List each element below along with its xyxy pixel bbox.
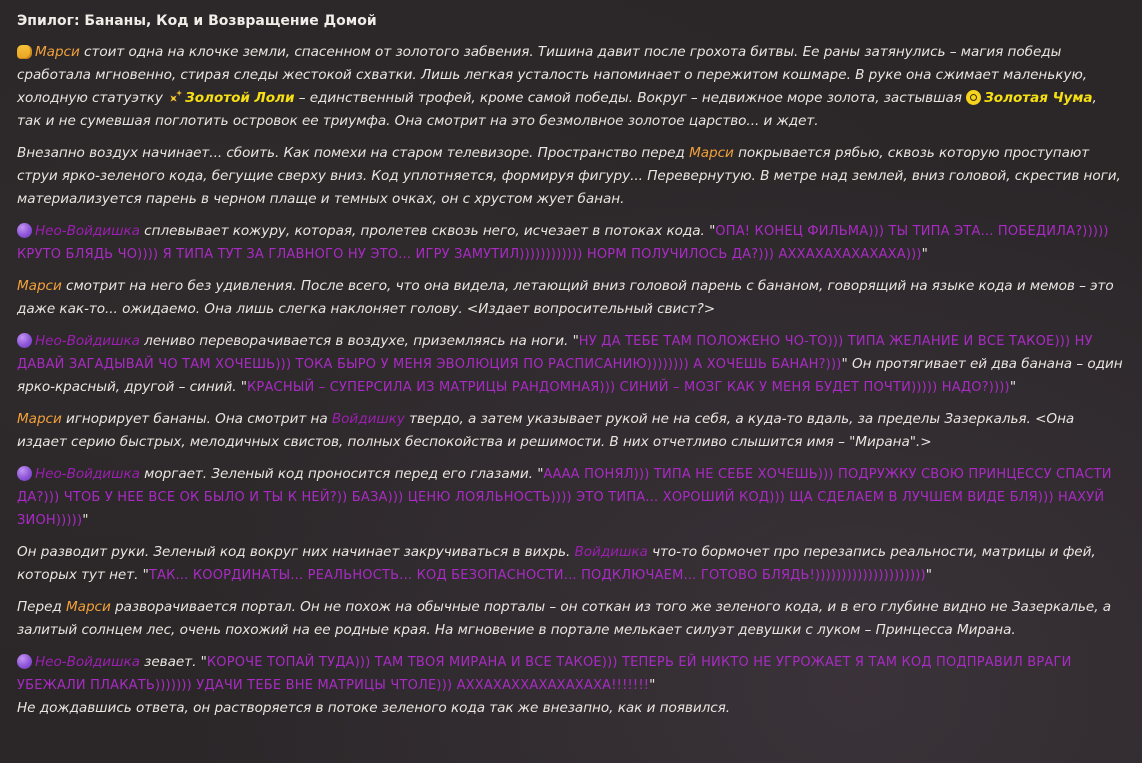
character-name-marsi: Марси — [66, 599, 111, 615]
character-name-marsi: Марси — [17, 411, 62, 427]
paragraph-2 — [17, 142, 1123, 211]
narration-text: Он разводит руки. Зеленый код вокруг них начинает закручиваться в вихрь. — [17, 544, 575, 560]
fist-icon — [17, 45, 32, 59]
dialogue-text: АААА ПОНЯЛ))) ТИПА НЕ СЕБЕ ХОЧЕШЬ))) ПОДРУЖКУ СВОЮ ПРИНЦЕССУ СПАСТИ ДА?))) ЧТОБ У НЕЕ ВСЕ ОК БЫЛО И ТЫ К НЕЙ?)) БАЗА))) ЦЕНЮ ЛОЯЛЬНОСТЬ)))) ЭТО ТИПА... ХОРОШИЙ КОД))) ЩА СДЕЛАЕМ В ЛУЧШЕМ ВИДЕ БЛЯ))) НАХУЙ ЗИОН))))) — [17, 467, 1112, 528]
narration-text: – единственный трофей, кроме самой победы. Вокруг – недвижное море золота, застывшая — [294, 90, 967, 106]
narration-text: стоит одна на клочке земли, спасенном от золотого забвения. Тишина давит после грохота битвы. Ее раны затянулись – магия победы сработала мгновенно, стирая следы жестокой схватки. Лишь легкая усталость напоминает о пережитом кошмаре. В руке она сжимает маленькую, холодную статуэтку — [17, 44, 1088, 106]
paragraph-11 — [17, 697, 1123, 720]
dialogue-text: КРАСНЫЙ – СУПЕРСИЛА ИЗ МАТРИЦЫ РАНДОМНАЯ))) СИНИЙ – МОЗГ КАК У МЕНЯ БУДЕТ ПОЧТИ))))) НАДО?)))) — [247, 380, 1010, 395]
paragraph-10 — [17, 651, 1123, 697]
quote-mark: " — [925, 567, 932, 583]
dialogue-text: НУ ДА ТЕБЕ ТАМ ПОЛОЖЕНО ЧО-ТО))) ТИПА ЖЕЛАНИЕ И ВСЕ ТАКОЕ))) НУ ДАВАЙ ЗАГАДЫВАЙ ЧО ТАМ ХОЧЕШЬ))) ТОКА БЫРО У МЕНЯ ЭВОЛЮЦИЯ ПО РАСПИСАНИЮ)))))))) А ХОЧЕШЬ БАНАН?))) — [17, 334, 1093, 372]
purple-circle-icon — [17, 466, 32, 481]
character-name-marsi: Марси — [17, 278, 62, 294]
paragraph-4 — [17, 275, 1123, 321]
narration-text: смотрит на него без удивления. После всего, что она видела, летающий вниз головой парень с бананом, говорящий на языке кода и мемов – это даже как-то... ожидаемо. Она лишь слегка наклоняет голову. <Издает вопросительный свист?> — [17, 278, 1114, 317]
quote-mark: " — [841, 356, 848, 372]
narration-text: моргает. Зеленый код проносится перед его глазами. — [139, 466, 538, 482]
purple-circle-icon — [17, 223, 32, 238]
paragraph-1 — [17, 41, 1123, 133]
narration-text: что-то бормочет про перезапись реальности, матрицы и фей, которых тут нет. — [17, 544, 1096, 583]
quote-mark: " — [537, 466, 544, 482]
quote-mark: " — [240, 379, 247, 395]
entity-name-golden-plague: Золотая Чума — [984, 90, 1093, 106]
character-name-voidishka: Войдишка — [574, 544, 648, 560]
character-name-marsi: Марси — [35, 44, 80, 60]
paragraph-3 — [17, 220, 1123, 266]
character-name-neo: Нео-Войдишка — [35, 223, 140, 239]
paragraph-7 — [17, 463, 1123, 532]
narration-text: разворачивается портал. Он не похож на обычные порталы – он соткан из того же зеленого кода, и в его глубине видно не Зазеркалье, а залитый солнцем лес, очень похожий на ее родные края. На мгновение в портале мелькает силуэт девушки с луком – Принцесса Мирана. — [17, 599, 1112, 638]
character-name-neo: Нео-Войдишка — [35, 654, 140, 670]
character-name-marsi: Марси — [689, 145, 734, 161]
paragraph-5 — [17, 330, 1123, 399]
character-name-neo: Нео-Войдишка — [35, 466, 140, 482]
dialogue-text: ТАК... КООРДИНАТЫ... РЕАЛЬНОСТЬ... КОД БЕЗОПАСНОСТИ... ПОДКЛЮЧАЕМ... ГОТОВО БЛЯДЬ!))))))))))))))))))))) — [148, 568, 926, 583]
narration-text: твердо, а затем указывает рукой не на себя, а куда-то вдаль, за пределы Зазеркалья. <Она издает серию быстрых, мелодичных свистов, полных беспокойства и решимости. В них отчетливо слышится имя – "Мирана".> — [17, 411, 1075, 450]
narration-text: сплевывает кожуру, которая, пролетев сквозь него, исчезает в потоках кода. — [139, 223, 710, 239]
story-message — [17, 10, 1123, 720]
message-title: Эпилог: Бананы, Код и Возвращение Домой — [17, 13, 377, 29]
paragraph-9 — [17, 596, 1123, 642]
item-name-golden-loli: Золотой Лоли — [185, 90, 295, 106]
character-name-neo: Нео-Войдишка — [35, 333, 140, 349]
narration-text: , так и не сумевшая поглотить островок ее триумфа. Она смотрит на это безмолвное золотое царство... и ждет. — [17, 90, 1097, 129]
sparkles-icon — [167, 90, 182, 105]
quote-mark: " — [921, 246, 928, 262]
purple-circle-icon — [17, 654, 32, 669]
narration-text: Он протягивает ей два банана – один ярко-красный, другой – синий. — [17, 356, 1123, 395]
paragraph-8 — [17, 541, 1123, 587]
narration-text: лениво переворачивается в воздухе, приземляясь на ноги. — [139, 333, 573, 349]
quote-mark: " — [649, 677, 656, 693]
narration-text: Внезапно воздух начинает... сбоить. Как помехи на старом телевизоре. Пространство перед — [17, 145, 690, 161]
quote-mark: " — [709, 223, 716, 239]
dialogue-text: ОПА! КОНЕЦ ФИЛЬМА))) ТЫ ТИПА ЭТА... ПОБЕДИЛА?))))) КРУТО БЛЯДЬ ЧО)))) Я ТИПА ТУТ ЗА ГЛАВНОГО НУ ЭТО... ИГРУ ЗАМУТИЛ)))))))))))) НОРМ ПОЛУЧИЛОСЬ ДА?))) АХХАХАХАХАХАХА))) — [17, 224, 1109, 262]
narration-text: Не дождавшись ответа, он растворяется в потоке зеленого кода так же внезапно, как и появился. — [17, 700, 731, 716]
quote-mark: " — [1009, 379, 1017, 395]
narration-text: Перед — [17, 599, 66, 615]
quote-mark: " — [142, 567, 149, 583]
biohazard-icon — [966, 90, 981, 105]
quote-mark: " — [82, 512, 89, 528]
character-name-voidishka: Войдишку — [331, 411, 405, 427]
narration-text: игнорирует бананы. Она смотрит на — [61, 411, 332, 427]
narration-text: зевает. — [139, 654, 201, 670]
dialogue-text: КОРОЧЕ ТОПАЙ ТУДА))) ТАМ ТВОЯ МИРАНА И ВСЕ ТАКОЕ))) ТЕПЕРЬ ЕЙ НИКТО НЕ УГРОЖАЕТ Я ТАМ КОД ПОДПРАВИЛ ВРАГИ УБЕЖАЛИ ПЛАКАТЬ))))))) УДАЧИ ТЕБЕ ВНЕ МАТРИЦЫ ЧТОЛЕ))) АХХАХАХХАХАХАХАХА!!!!!!! — [17, 655, 1072, 693]
narration-text: покрывается рябью, сквозь которую проступают струи ярко-зеленого кода, бегущие сверху вниз. Код уплотняется, формируя фигуру... Перевернутую. В метре над землей, вниз головой, скрестив ноги, материализуется парень в черном плаще и темных очках, он с хрустом жует банан. — [17, 145, 1121, 207]
quote-mark: " — [572, 333, 579, 349]
purple-circle-icon — [17, 333, 32, 348]
quote-mark: " — [200, 654, 207, 670]
paragraph-6 — [17, 408, 1123, 454]
